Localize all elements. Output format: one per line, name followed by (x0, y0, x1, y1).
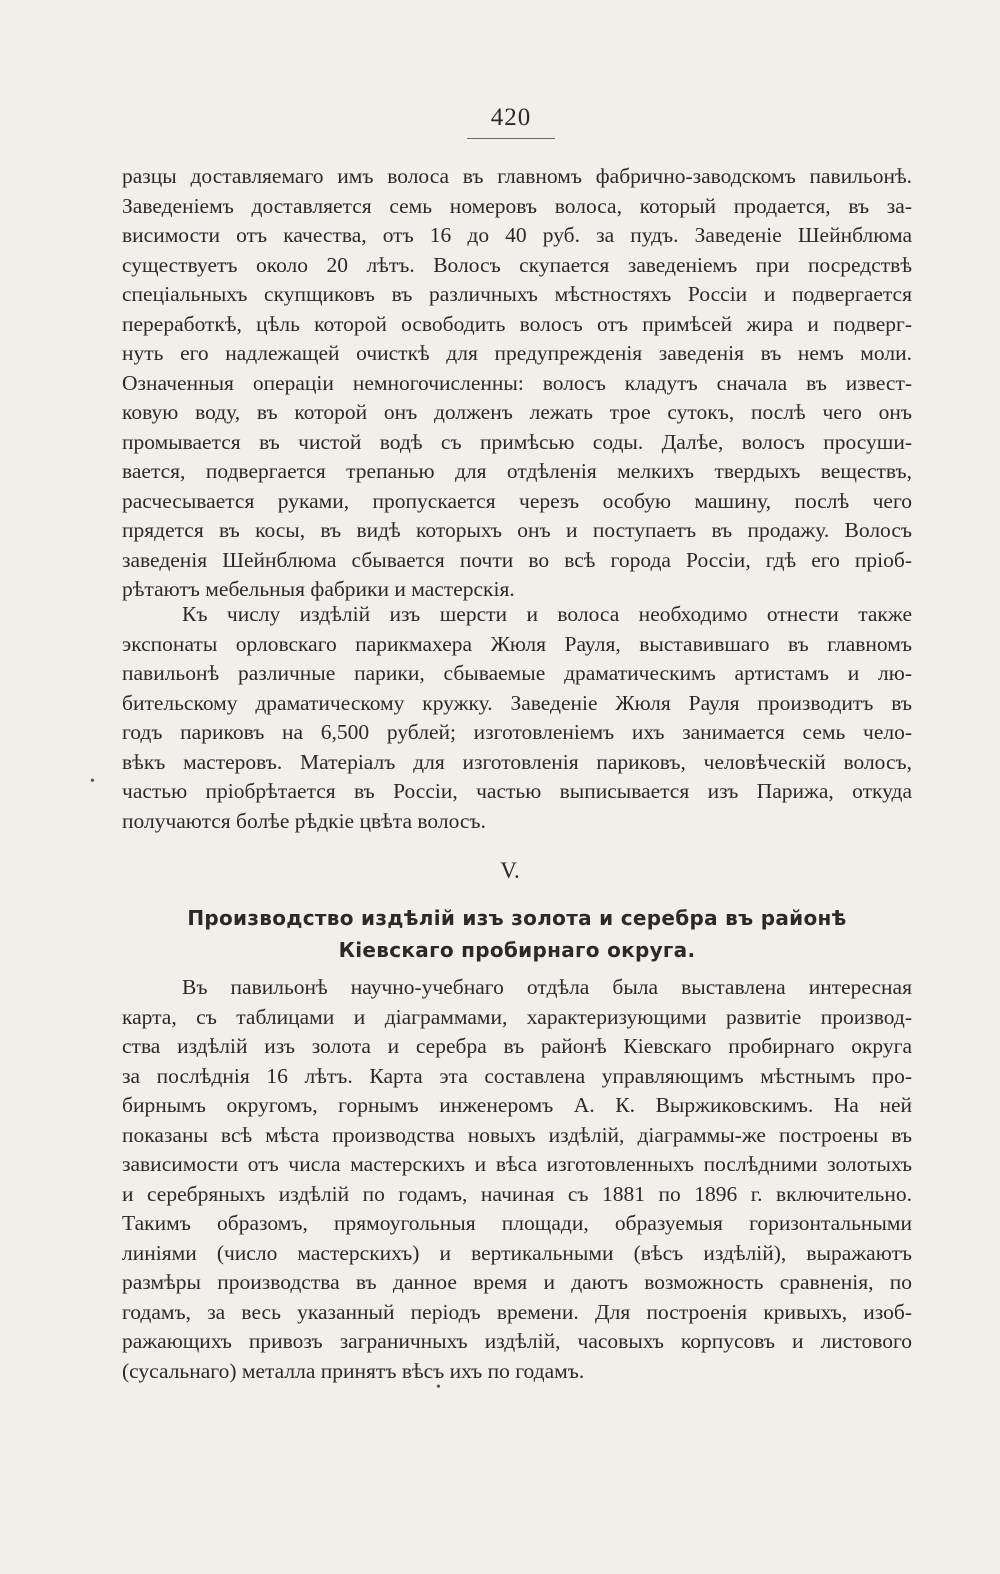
text-line: ковую воду, въ которой онъ долженъ лежать трое сутокъ, послѣ чего онъ (122, 400, 912, 424)
section-numeral: V. (500, 858, 520, 883)
paragraph-gold-silver (122, 973, 912, 1386)
text-line: Въ павильонѣ научно-учебнаго отдѣла была выставлена интересная (182, 975, 912, 999)
text-line: (сусальнаго) металла принятъ вѣсъ ихъ по годамъ. (122, 1358, 585, 1383)
text-line: Такимъ образомъ, прямоугольныя площади, образуемыя горизонтальными (122, 1211, 912, 1235)
text-line: Заведеніемъ доставляется семь номеровъ волоса, который продается, въ за- (122, 193, 912, 218)
section-heading (122, 902, 912, 966)
section-heading-line: Производство издѣлій изъ золота и серебра въ районѣ (187, 906, 847, 930)
text-line: годамъ, за весь указанный періодъ времени. Для построенія кривыхъ, изоб- (122, 1299, 912, 1324)
text-line: нуть его надлежащей очисткѣ для предупрежденія заведенія въ немъ моли. (122, 341, 912, 365)
text-line: показаны всѣ мѣста производства новыхъ издѣлій, діаграммы-же построены въ (122, 1122, 912, 1147)
text-line: бирнымъ округомъ, горнымъ инженеромъ А. К. Выржиковскимъ. На ней (122, 1093, 912, 1117)
text-line: разцы доставляемаго имъ волоса въ главномъ фабрично-заводскомъ павильонѣ. (122, 164, 912, 188)
text-line: расчесывается руками, пропускается черезъ особую машину, послѣ чего (122, 488, 912, 513)
text-line: рѣтаютъ мебельныя фабрики и мастерскія. (122, 577, 515, 601)
text-line: висимости отъ качества, отъ 16 до 40 руб. за пудъ. Заведеніе Шейнблюма (122, 223, 912, 247)
paragraph-wigs (122, 600, 912, 836)
text-line: переработкѣ, цѣль которой освободить волосъ отъ примѣсей жира и подверг- (122, 311, 912, 336)
text-line: заведенія Шейнблюма сбывается почти во всѣ города Россіи, гдѣ его пріоб- (122, 547, 912, 572)
text-line: за послѣднія 16 лѣтъ. Карта эта составлена управляющимъ мѣстнымъ про- (122, 1063, 912, 1088)
text-line: прядется въ косы, въ видѣ которыхъ онъ и поступаетъ въ продажу. Волосъ (122, 518, 912, 542)
text-line: вается, подвергается трепанью для отдѣленія мелкихъ твердыхъ веществъ, (122, 459, 912, 483)
text-line: линіями (число мастерскихъ) и вертикальными (вѣсъ издѣлій), выражаютъ (122, 1240, 912, 1265)
text-line: и серебряныхъ издѣлій по годамъ, начиная съ 1881 по 1896 г. включительно. (122, 1181, 912, 1206)
text-line: ражающихъ привозъ заграничныхъ издѣлій, часовыхъ корпусовъ и листового (122, 1329, 912, 1353)
text-line: существуетъ около 20 лѣтъ. Волосъ скупается заведеніемъ при посредствѣ (122, 252, 912, 277)
text-line: получаются болѣе рѣдкіе цвѣта волосъ. (122, 808, 486, 833)
page-number-rule (467, 138, 555, 139)
text-line: Означенныя операціи немногочисленны: волосъ кладутъ сначала въ извест- (122, 370, 912, 395)
text-line: карта, съ таблицами и діаграммами, характеризующими развитіе производ- (122, 1004, 912, 1029)
text-line: Къ числу издѣлій изъ шерсти и волоса необходимо отнести также (182, 602, 912, 626)
paragraph-continuation (122, 162, 912, 605)
text-line: бительскому драматическому кружку. Заведеніе Жюля Рауля производитъ въ (122, 690, 912, 715)
text-line: вѣкъ мастеровъ. Матеріалъ для изготовленія париковъ, человѣческій волосъ, (122, 749, 912, 774)
page-number: 420 (490, 104, 532, 131)
text-line: размѣры производства въ данное время и даютъ возможность сравненія, по (122, 1270, 912, 1294)
text-line: спеціальныхъ скупщиковъ въ различныхъ мѣстностяхъ Россіи и подвергается (122, 282, 912, 306)
text-line: промывается въ чистой водѣ съ примѣсью соды. Далѣе, волосъ просуши- (122, 429, 912, 454)
text-line: экспонаты орловскаго парикмахера Жюля Рауля, выставившаго въ главномъ (122, 631, 912, 656)
section-heading-line: Кіевскаго пробирнаго округа. (338, 938, 696, 962)
margin-dot-mark: • (90, 774, 95, 789)
text-line: ства издѣлій изъ золота и серебра въ районѣ Кіевскаго пробирнаго округа (122, 1034, 912, 1058)
text-line: частью пріобрѣтается въ Россіи, частью выписывается изъ Парижа, откуда (122, 779, 912, 803)
text-line: павильонѣ различные парики, сбываемые драматическимъ артистамъ и лю- (122, 661, 912, 685)
text-line: годъ париковъ на 6,500 рублей; изготовленіемъ ихъ занимается семь чело- (122, 720, 912, 744)
text-line: зависимости отъ числа мастерскихъ и вѣса изготовленныхъ послѣдними золотыхъ (122, 1152, 912, 1176)
bottom-dot-mark: • (436, 1380, 441, 1395)
